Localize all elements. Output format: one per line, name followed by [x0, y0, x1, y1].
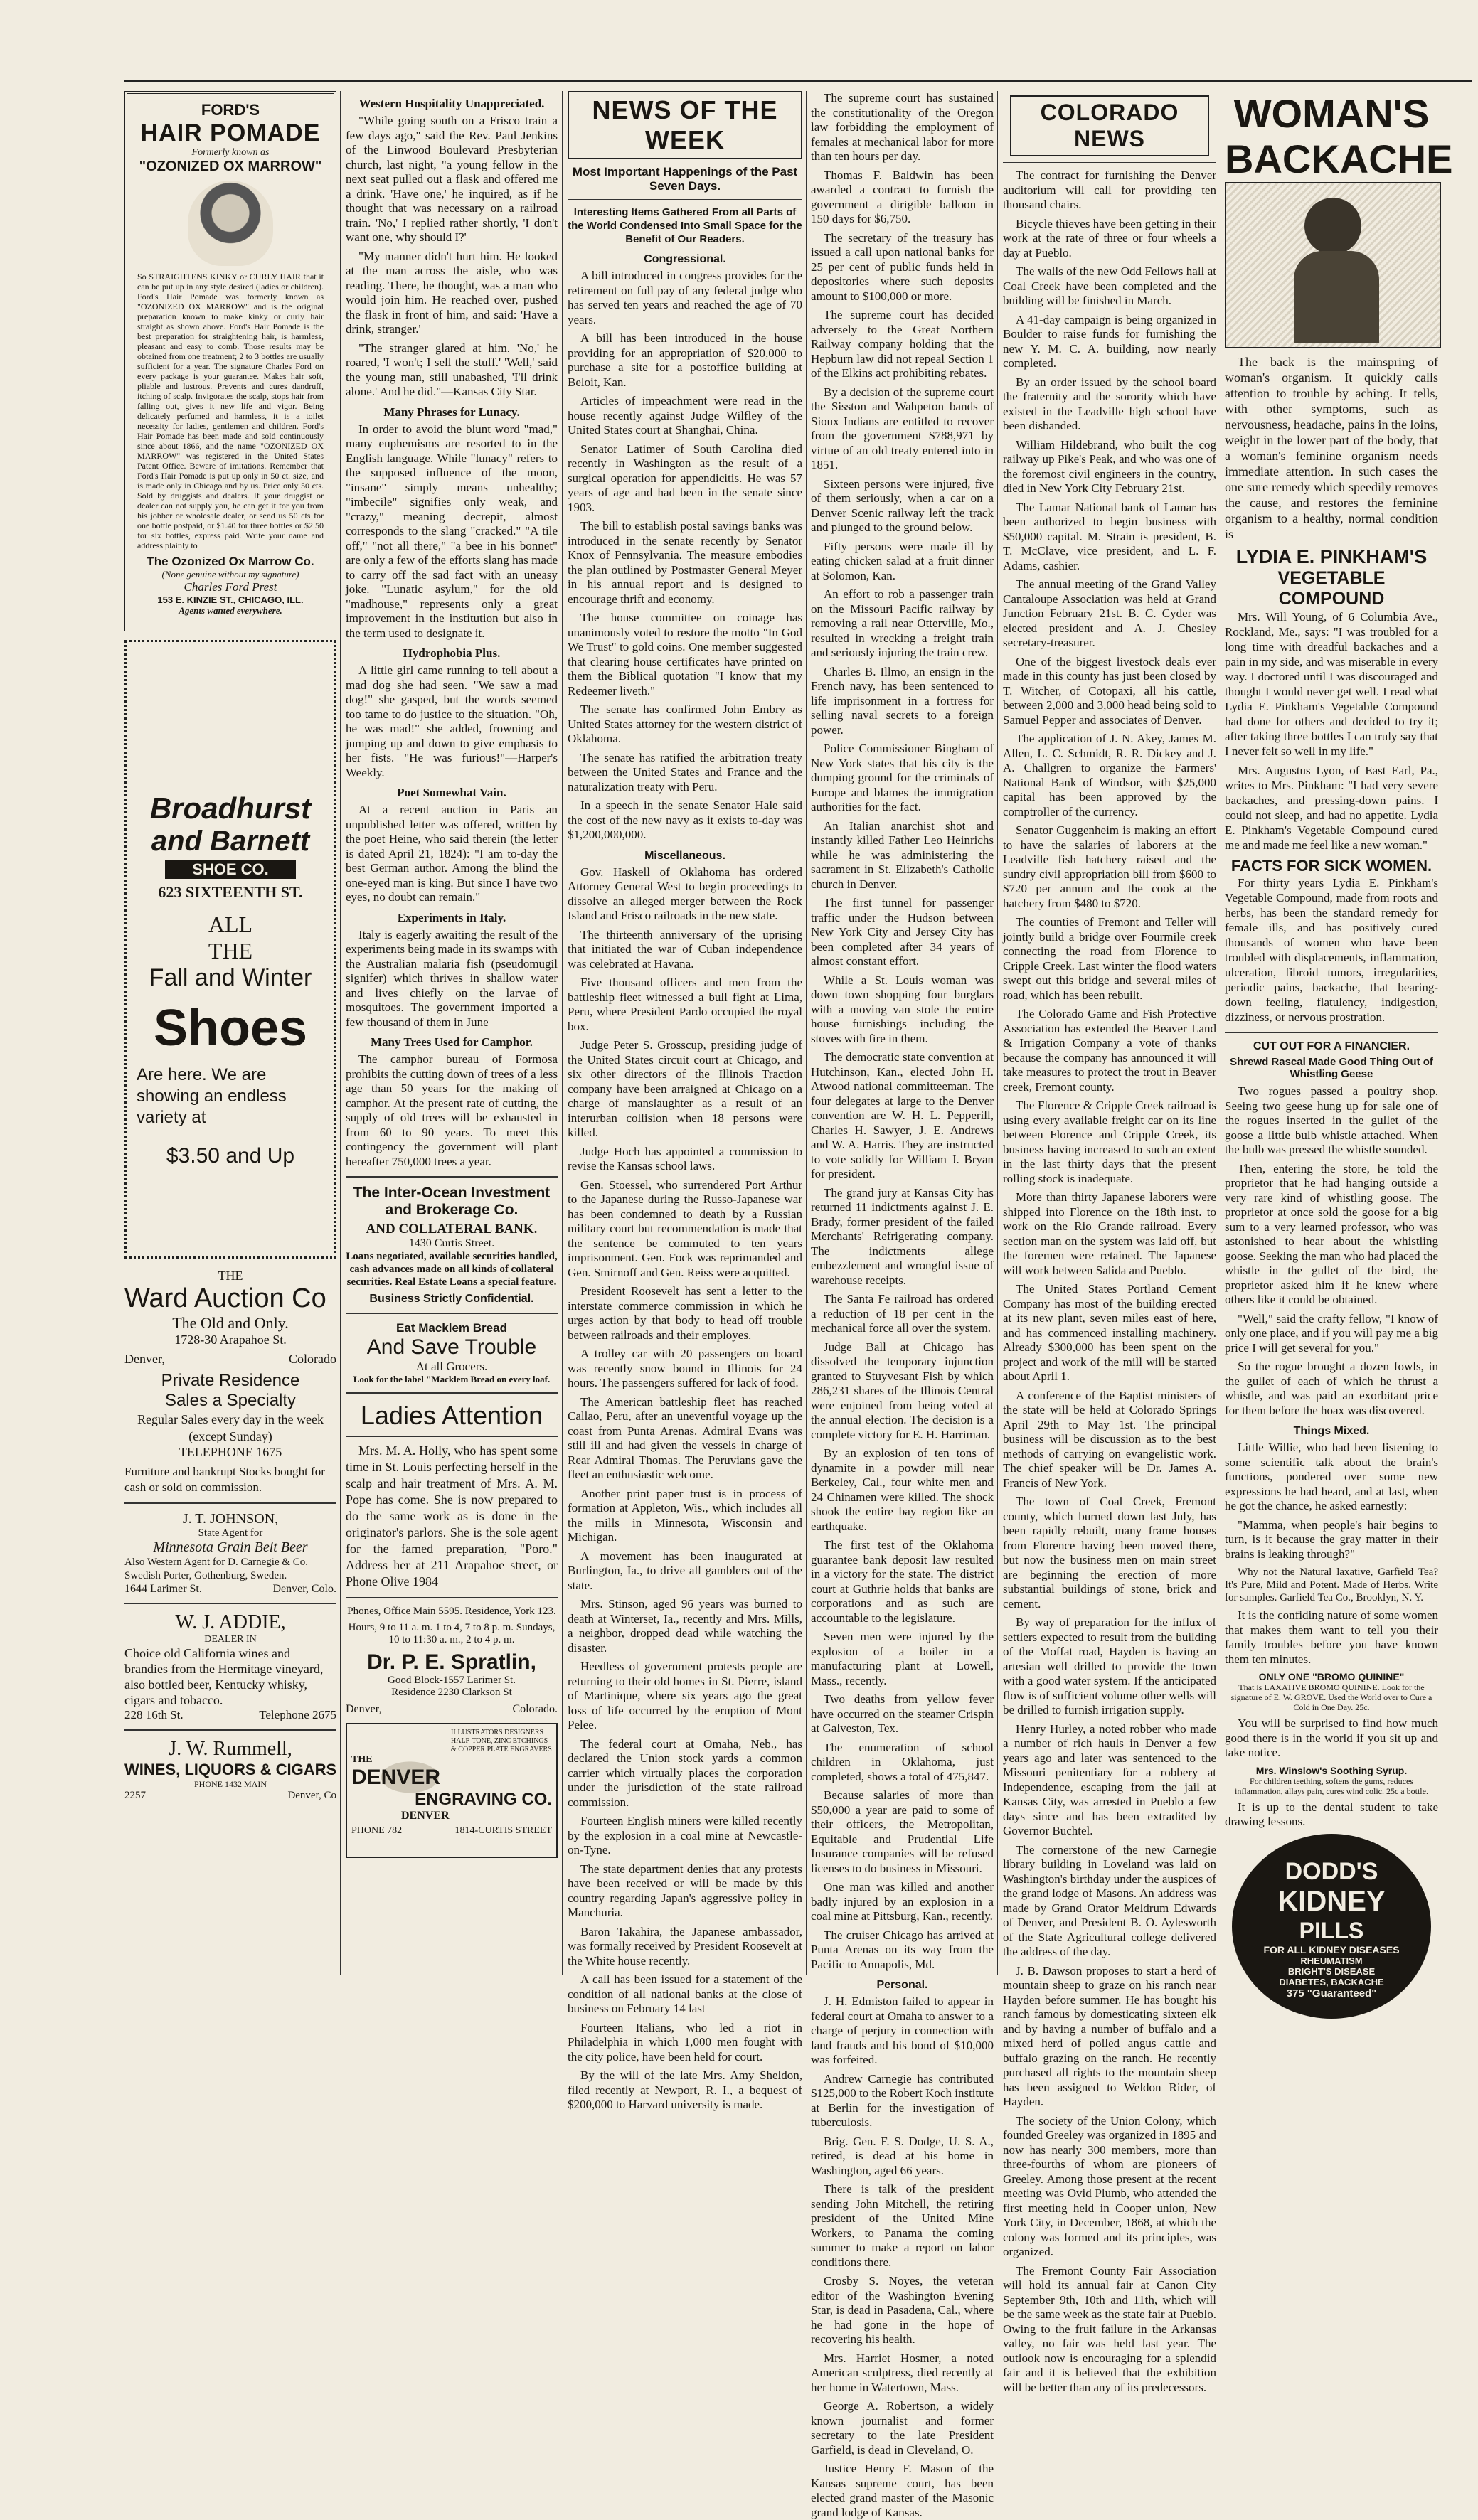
- news-p14: The democratic state convention at Hutchinson, Kan., elected John H. Atwood national committeeman. The four delegates at large to the Denver convention are W. H. L. Pepperill, Charles H. Sawyer, J. E. Andrews and W. A. Harris. They are instructed to vote solidly for William J. Bryan for president.: [811, 1050, 994, 1180]
- column-miscellany: [346, 91, 558, 1975]
- ford-company: The Ozonized Ox Marrow Co.: [147, 555, 314, 568]
- ward-the: THE: [218, 1269, 243, 1283]
- colorado-news-title: COLORADO NEWS: [1010, 95, 1209, 156]
- testimonial-2: Mrs. Augustus Lyon, of East Earl, Pa., writes to Mrs. Pinkham: "I had very severe backaches, and pressing-down pains. I could not sleep, and had no appetite. Lydia E. Pinkham's Vegetable Compound cured me and made me feel like a new woman.": [1225, 764, 1438, 852]
- bb-are-here: Are here. We are showing an endless variety at: [137, 1065, 287, 1127]
- lydia-pinkham: LYDIA E. PINKHAM'S: [1235, 546, 1428, 567]
- news-p3: The secretary of the treasury has issued a call upon national banks for 25 per cent of public funds held in depositories where such deposits amount to $100,000 or more.: [811, 230, 994, 303]
- dental-student: It is up to the dental student to take drawing lessons.: [1225, 1800, 1438, 1828]
- ward-old: The Old and Only.: [172, 1314, 289, 1332]
- engraving-denver: DENVER: [401, 1810, 450, 1822]
- backache-intro: The back is the mainspring of woman's organism. It quickly calls attention to trouble by aching. It tells, with other symptoms, such as nervousness, headache, pains in the loins, weight in the lower part of the body, that a woman's feminine organism needs immediate attention. In such cases the one sure remedy which speedily removes the cause, and restores the feminine organism to a healthy, normal condition is: [1225, 355, 1438, 541]
- news-p6: Sixteen persons were injured, five of them seriously, when a car on a Denver Scenic railway left the track and plunged to the ground below.: [811, 476, 994, 534]
- dodds-line-1: DODD'S: [1285, 1857, 1378, 1885]
- news-p18: By an explosion of ten tons of dynamite in a powder mill near Berkeley, Cal., four white men and 24 Chinamen were killed. The shock shook the entire bay region like an earthquake.: [811, 1446, 994, 1533]
- inter-ocean-body: Loans negotiated, available securities handled, cash advances made on all kinds of collateral securities. Real Estate Loans a special feature.: [346, 1251, 558, 1288]
- spratlin-colorado: Colorado.: [512, 1703, 558, 1715]
- ford-none-genuine: (None genuine without my signature): [161, 569, 299, 580]
- news-p23: Because salaries of more than $50,000 a year are paid to some of their officers, the Metropolitan, Equitable and Prudential Life Insurance companies will be refused licenses to do business in Missouri.: [811, 1788, 994, 1875]
- inter-ocean-confidential: Business Strictly Confidential.: [369, 1293, 534, 1305]
- news-p11: An Italian anarchist shot and instantly killed Father Leo Heinrichs while he was administering the sacrament in St. Elizabeth's Catholic church in Denver.: [811, 818, 994, 891]
- garfield-tea-ad: Why not the Natural laxative, Garfield Tea? It's Pure, Mild and Potent. Made of Herbs. Write for samples. Garfield Tea Co., Brooklyn, N. Y.: [1225, 1566, 1438, 1603]
- ward-phone: TELEPHONE 1675: [179, 1445, 282, 1459]
- things-mixed-p1: Little Willie, who had been listening to some scientific talk about the brain's functions, pondered over some new expressions he had heard, and at last, when he got the chance, he asked earnestly:: [1225, 1441, 1438, 1512]
- rummell-phone: PHONE 1432 MAIN: [194, 1779, 267, 1789]
- ward-sales: Sales a Specialty: [164, 1391, 297, 1410]
- news-p15: The grand jury at Kansas City has returned 11 indictments against J. E. Brady, former president of the failed Merchants' Refrigerating company. The indictments allege embezzlement and wrongful issue of warehouse receipts.: [811, 1185, 994, 1287]
- camphor-p: The camphor bureau of Formosa prohibits the cutting down of trees of a less age than 50 years for the making of camphor. At the present rate of cutting, the supply of old trees will be exhausted in from 60 to 90 years. To meet this contingency the government will plant hereafter 750,000 trees a year.: [346, 1052, 558, 1168]
- colorado-p10: The application of J. N. Akey, James M. Allen, L. C. Schmidt, R. R. Dickey and J. A. Challgren to organize the Farmers' National Bank of Windsor, with $25,000 capital has been approved by the comptroller of the currency.: [1003, 732, 1216, 818]
- misc-p10: Another print paper trust is in process of formation at Appleton, Wis., which includes all the mills in Minnesota, Wisconsin and Michigan.: [568, 1486, 802, 1544]
- rummell-address: 2257: [124, 1790, 146, 1801]
- engraving-illustrators: ILLUSTRATORS DESIGNERS HALF-TONE, ZINC ETCHINGS & COPPER PLATE ENGRAVERS: [451, 1729, 552, 1753]
- personal-p2: Andrew Carnegie has contributed $125,000 to the Robert Koch institute at Berlin for the investigation of tuberculosis.: [811, 2071, 994, 2129]
- news-p21: Two deaths from yellow fever have occurred on the steamer Crispin at Galveston, Tex.: [811, 1692, 994, 1735]
- macklem-bread-ad: [346, 1321, 558, 1385]
- dodds-line-5: RHEUMATISM: [1300, 1955, 1363, 1966]
- news-p24: One man was killed and another badly injured by an explosion in a coal mine at Pittsburg, Kan., recently.: [811, 1880, 994, 1923]
- ladies-attention-p: Mrs. M. A. Holly, who has spent some time in St. Louis perfecting herself in the scalp and hair treatment of Mrs. A. M. Pope has come. She is now prepared to do the same work as is done in the originator's parlors. She is the sole agent for the famed preparation, "Poro." Address her at 211 Arapahoe street, or Phone Olive 1984: [346, 1443, 558, 1589]
- misc-p12: Mrs. Stinson, aged 96 years was burned to death at Winterset, Ia., recently and Mrs. Mills, a neighbor, dropped dead while watching the disaster.: [568, 1597, 802, 1655]
- vegetable-compound: VEGETABLE COMPOUND: [1277, 568, 1386, 609]
- ward-name: Ward Auction Co: [124, 1283, 326, 1313]
- congress-p1: A bill introduced in congress provides for the retirement on full pay of any federal judge who has served ten years and reached the age of 70 years.: [568, 269, 802, 326]
- things-mixed-p2: "Mamma, when people's hair begins to turn, is it because the gray matter in their brains is leaking through?": [1225, 1517, 1438, 1561]
- johnson-city: Denver, Colo.: [272, 1583, 336, 1595]
- engraving-phone: PHONE 782: [351, 1825, 403, 1836]
- johnson-name: J. T. JOHNSON,: [182, 1511, 279, 1527]
- ford-body: So STRAIGHTENS KINKY or CURLY HAIR that it can be put up in any style desired (ladies or children). Ford's Hair Pomade was formerly known as "OZONIZED OX MARROW" and is the original preparation known to make kinky or curly hair straight as shown above. Ford's Hair Pomade is the best preparation for straightening hair, is harmless, pleasant and easy to comb. Those results may be obtained from one treatment; 2 to 3 bottles are usually sufficient for a year. The signature Charles Ford on every package is your guarantee. Makes hair soft, pliable and lustrous. Prevents and cures dandruff, itching of scalp. Invigorates the scalp, stops hair from falling out, gives it new life and vigor. Being delicately perfumed and harmless, it is a toilet necessity for ladies, gentlemen and children. Ford's Hair Pomade has been made and sold continuously since about 1866, and the name "OZONIZED OX MARROW" was registered in the United States Patent Office. Beware of imitations. Remember that Ford's Hair Pomade is put up only in 50 ct. size, and is made only in Chicago and by us. Price only 50 cts. Sold by druggists and dealers. If your druggist or dealer can not supply you, he can get it for you from his jobber or wholesale dealer, or send us 50 cts for one bottle postpaid, or $1.40 for three bottles or $2.50 for six bottles, express paid. Write your name and address plainly to: [137, 272, 324, 550]
- misc-p19: Fourteen Italians, who led a riot in Philadelphia in which 1,000 men fought with the city police, have been held for court.: [568, 2020, 802, 2063]
- poet-p: At a recent auction in Paris an unpublished letter was offered, written by the poet Heine, who said therein (the letter is dated April 21, 1824): "I am to-day the best German author. Among the blind the one-eyed man is king. But since I have two eyes, no doubt can remain.": [346, 803, 558, 904]
- macklem-eat: Eat Macklem Bread: [396, 1321, 507, 1335]
- macklem-save: And Save Trouble: [366, 1335, 537, 1359]
- johnson-ad: [124, 1511, 336, 1596]
- ward-furniture: Furniture and bankrupt Stocks bought for cash or sold on commission.: [124, 1465, 325, 1494]
- winslow-body: For children teething, softens the gums, reduces inflammation, allays pain, cures wind colic. 25c a bottle.: [1235, 1776, 1428, 1796]
- broadhurst-barnett-ad: [124, 640, 336, 1259]
- dodds-line-6: BRIGHT'S DISEASE: [1287, 1965, 1376, 1977]
- addie-body: Choice old California wines and brandies from the Hermitage vineyard, also bottled beer, Kentucky whisky, cigars and tobacco.: [124, 1646, 324, 1707]
- colorado-p7: The Lamar National bank of Lamar has been authorized to begin business with $50,000 capital. M. Strain is president, B. T. McClave, vice president, and L. F. Adams, cashier.: [1003, 500, 1216, 572]
- dodds-line-8: 375 "Guaranteed": [1286, 1987, 1377, 2000]
- misc-p18: A call has been issued for a statement of the condition of all national banks at the close of business on February 14 last: [568, 1972, 802, 2015]
- hospitality-title: Western Hospitality Unappreciated.: [358, 97, 545, 110]
- column-ads-right: [1225, 91, 1453, 2000]
- news-p17: Judge Ball at Chicago has dissolved the temporary injunction granted to Stuyvesant Fish by which 286,231 shares of the Illinois Central were enjoined from being voted at the annual election. The decision is a complete victory for E. H. Harriman.: [811, 1340, 994, 1441]
- colorado-p13: The Colorado Game and Fish Protective Association has extended the Beaver Land & Irrigation Company a vote of thanks because the company has announced it will take measures to protect the trout in Beaver creek, Fremont county.: [1003, 1007, 1216, 1094]
- rummell-name: J. W. Rummell,: [169, 1738, 292, 1760]
- news-p25: The cruiser Chicago has arrived at Punta Arenas on its way from the Pacific to Annapolis, Md.: [811, 1928, 994, 1971]
- testimonial-1: Mrs. Will Young, of 6 Columbia Ave., Rockland, Me., says: "I was troubled for a long time with dreadful backaches and a pain in my side, and was miserable in every way. I doctored until I was discouraged and thought I would never get well. I read what Lydia E. Pinkham's Vegetable Compound had done for others and decided to try it; after taking three bottles I can truly say that I never felt so well in my life.": [1225, 610, 1438, 758]
- financier-title: CUT OUT FOR A FINANCIER.: [1253, 1040, 1410, 1052]
- misc-p16: The state department denies that any protests have been received or will be made by this country regarding Japan's aggressive policy in Manchuria.: [568, 1862, 802, 1919]
- news-p10: Police Commissioner Bingham of New York states that his city is the dumping ground for the criminals of Europe and blames the immigration authorities for the fact.: [811, 742, 994, 813]
- addie-ad: [124, 1611, 336, 1722]
- news-p12: The first tunnel for passenger traffic under the Hudson between New York City and Jersey City has been completed after 34 years of almost constant effort.: [811, 896, 994, 968]
- confiding-women: It is the confiding nature of some women that makes them want to tell you their family troubles before you have known them ten minutes.: [1225, 1608, 1438, 1666]
- congress-p4: Senator Latimer of South Carolina died recently in Washington as the result of a surgical operation for appendicitis. He was 57 years of age and had been in the senate since 1903.: [568, 442, 802, 514]
- column-news-of-week: [568, 91, 802, 2111]
- macklem-look: Look for the label "Macklem Bread on every loaf.: [353, 1374, 551, 1384]
- column-colorado-news: [1003, 91, 1216, 2394]
- ward-private: Private Residence: [161, 1371, 300, 1390]
- addie-address: 228 16th St.: [124, 1708, 184, 1721]
- inter-ocean-address: 1430 Curtis Street.: [408, 1237, 495, 1249]
- top-rule: [124, 80, 1472, 82]
- colorado-p17: A conference of the Baptist ministers of the state will be held at Colorado Springs April 29th to May 1st. The principal business will be discussion as to the best methods of carrying on evangelistic work. The chief speaker will be Dr. James A. Francis of New York.: [1003, 1388, 1216, 1490]
- personal-p7: George A. Robertson, a widely known journalist and former secretary to the late President Garfield, is dead in Cleveland, O.: [811, 2399, 994, 2457]
- colorado-p23: The society of the Union Colony, which founded Greeley was organized in 1895 and now has nearly 300 members, more than three-fourths of whom are pioneers of Greeley. Among those present at the recent meeting was Ovid Plumb, who attended the first meeting held in Cooper union, New York City, in December, 1868, at which the colony was formed and its principles, was organized.: [1003, 2113, 1216, 2258]
- johnson-agent: State Agent for: [198, 1527, 263, 1539]
- dodds-line-3: PILLS: [1299, 1917, 1364, 1943]
- spratlin-hours: Hours, 9 to 11 a. m. 1 to 4, 7 to 8 p. m. Sundays, 10 to 11:30 a. m., 2 to 4 p. m.: [348, 1622, 555, 1645]
- lunacy-p: In order to avoid the blunt word "mad," many euphemisms are resorted to in the English language. While "lunacy" refers to the supposed influence of the moon, "insane" simply means unhealthy; "imbecile" signifies only weak, and "crazy," meaning decrepit, almost corresponds to the slang "cracked." "A tile off," "not all there," "a bee in his bonnet" are only a few of the efforts slang has made to carry off the sad fact with an uneasy joke. "Lunatic asylum," for the old "madhouse," represents only a great improvement in the institution but also in the term used to designate it.: [346, 422, 558, 640]
- surprised-good: You will be surprised to find how much good there is in the world if you sit up and take notice.: [1225, 1717, 1438, 1759]
- woman-portrait-icon: [188, 181, 273, 266]
- bromo-title: ONLY ONE "BROMO QUININE": [1258, 1671, 1405, 1682]
- ward-address: 1728-30 Arapahoe St.: [174, 1333, 287, 1347]
- hydrophobia-p: A little girl came running to tell about a mad dog she had seen. "We saw a mad dog!" she gasped, but the words seemed too tame to do justice to the situation. "Oh, he was mad!" she added, frowning and jumping up and down to give emphasis to her fists. "He was furious!"—Harper's Weekly.: [346, 663, 558, 779]
- camphor-title: Many Trees Used for Camphor.: [370, 1035, 533, 1049]
- bb-price: $3.50 and Up: [166, 1144, 295, 1168]
- colorado-p9: One of the biggest livestock deals ever made in this county has just been closed by T. Witcher, of Cotopaxi, all his cattle, between 2,000 and 3,000 head being sold to Samuel Pepper and associates of Denver.: [1003, 654, 1216, 727]
- bb-name-1: Broadhurst: [149, 791, 312, 825]
- colorado-p3: The walls of the new Odd Fellows hall at Coal Creek have been completed and the building will be finished in March.: [1003, 265, 1216, 307]
- ford-signature: Charles Ford Prest: [184, 580, 277, 594]
- news-p13: While a St. Louis woman was down town shopping four burglars with a moving van stole the entire house furnishings including the stoves with fire in them.: [811, 973, 994, 1045]
- news-p8: An effort to rob a passenger train on the Missouri Pacific railway by removing a rail near Otterville, Mo., resulted in wrecking a freight train and seriously injuring the train crew.: [811, 587, 994, 659]
- dodds-line-4: FOR ALL KIDNEY DISEASES: [1263, 1943, 1400, 1955]
- news-p19: The first test of the Oklahoma guarantee bank deposit law resulted in a victory for the state. The district court at Guthrie holds that banks are corporations and as such are accountable to the legislature.: [811, 1538, 994, 1625]
- colorado-p4: A 41-day campaign is being organized in Boulder to raise funds for furnishing the new Y. M. C. A. building, now nearly completed.: [1003, 312, 1216, 370]
- financier-p4: So the rogue brought a dozen fowls, in the gullet of each of which he thrust a whistle, and was paid an exorbitant price for them before the hoax was discovered.: [1225, 1360, 1438, 1417]
- congress-p5: The bill to establish postal savings banks was introduced in the senate recently by Senator Knox of Pennsylvania. The measure embodies the plan outlined by Postmaster General Meyer in his annual report and is designed to encourage thrift and economy.: [568, 519, 802, 606]
- personal-p8: Justice Henry F. Mason of the Kansas supreme court, has been elected grand master of the Masonic grand lodge of Kansas.: [811, 2462, 994, 2519]
- column-ads-left: [124, 91, 336, 1975]
- lunacy-title: Many Phrases for Lunacy.: [383, 405, 520, 419]
- denver-engraving-ad: [346, 1723, 558, 1858]
- colorado-p11: Senator Guggenheim is making an effort to have the salaries of laborers at the Leadville fish hatchery raised and the sundry civil appropriation bill from $600 to $720 per annum and the cook at the hatchery from $480 to $720.: [1003, 823, 1216, 910]
- financier-p3: "Well," said the crafty fellow, "I know of only one place, and if you will pay me a big price I will get several for you.": [1225, 1311, 1438, 1355]
- personal-p3: Brig. Gen. F. S. Dodge, U. S. A., retired, is dead at his home in Washington, aged 66 years.: [811, 2134, 994, 2177]
- congress-p6: The house committee on coinage has unanimously voted to restore the motto "In God We Trust" to gold coins. One member suggested that clearing house certificates have printed on them the Biblical quotation "I know that my Redeemer liveth.": [568, 611, 802, 698]
- colorado-p14: The Florence & Cripple Creek railroad is using every available freight car on its line between Florence and Cripple Creek, its business having increased to such an extent in the last thirty days that the present rolling stock is inadequate.: [1003, 1099, 1216, 1185]
- congressional-heading: Congressional.: [644, 253, 726, 265]
- bb-shoe-co: SHOE CO.: [165, 860, 296, 879]
- personal-p4: There is talk of the president sending John Mitchell, the retiring president of the United Mine Workers, to Panama the coming summer to make a report on labor conditions there.: [811, 2182, 994, 2269]
- financier-subtitle: Shrewd Rascal Made Good Thing Out of Whistling Geese: [1230, 1056, 1433, 1080]
- ward-colorado: Colorado: [289, 1352, 336, 1366]
- spratlin-residence: Residence 2230 Clarkson St: [391, 1687, 512, 1698]
- colorado-p24: The Fremont County Fair Association will hold its annual fair at Canon City September 9th, 10th and 11th, which will be the same week as the state fair at Pueblo. Owing to the fruit failure in the Arkansas valley, no fair was held last year. The outlook now is encouraging for a splendid fair and it is believed that the exhibition will be better than any of its predecessors.: [1003, 2263, 1216, 2394]
- ladies-attention-title: Ladies Attention: [360, 1401, 543, 1430]
- congress-p2: A bill has been introduced in the house providing for an appropriation of $20,000 to purchase a site for a postoffice building at Beloit, Kan.: [568, 331, 802, 389]
- colorado-p20: Henry Hurley, a noted robber who made a number of rich hauls in Denver a few years ago and later was sentenced to the Missouri penitentiary for a robbery at Independence, escaping from the jail at Kansas City, was arrested in Pueblo a few days since and has been extradited by Governor Buchtel.: [1003, 1721, 1216, 1837]
- backache-title-2: BACKACHE: [1225, 137, 1453, 181]
- bb-all: ALL: [208, 912, 253, 937]
- news-p5: By a decision of the supreme court the Sisston and Wahpeton bands of Sioux Indians are entitled to recover from the government $788,971 by virtue of an old treaty entered into in 1851.: [811, 385, 994, 471]
- facts-body: For thirty years Lydia E. Pinkham's Vegetable Compound, made from roots and herbs, has been the standard remedy for female ills, and has positively cured thousands of women who have been troubled with displacements, inflammation, ulceration, fibroid tumors, irregularities, periodic pains, backache, that bearing-down feeling, flatulency, indigestion, dizziness, or nervous prostration.: [1225, 876, 1438, 1024]
- misc-p4: Judge Peter S. Grosscup, presiding judge of the United States circuit court at Chicago, and six other directors of the Illinois Traction company have been arraigned at Chicago on a charge of manslaughter as a result of an interurban collision when 18 persons were killed.: [568, 1038, 802, 1139]
- winslow-title: Mrs. Winslow's Soothing Syrup.: [1255, 1764, 1408, 1776]
- miscellaneous-heading: Miscellaneous.: [644, 849, 725, 862]
- spratlin-ad: [346, 1606, 558, 1716]
- news-p20: Seven men were injured by the explosion of a boiler in a manufacturing plant at Lowell, Mass., recently.: [811, 1630, 994, 1687]
- personal-heading: Personal.: [876, 1979, 928, 1991]
- misc-p14: The federal court at Omaha, Neb., has declared the Union stock yards a common carrier which virtually places the corporation under the jurisdiction of the state railroad commission.: [568, 1736, 802, 1809]
- colorado-p12: The counties of Fremont and Teller will jointly build a bridge over Fourmile creek connecting the road from Florence to Cripple Creek. Last winter the flood waters swept out this bridge and several miles of road, which has been rebuilt.: [1003, 915, 1216, 1002]
- colorado-p21: The cornerstone of the new Carnegie library building in Loveland was laid on Washington's birthday under the auspices of the grand lodge of Masons. An address was made by Grand Orator Meldrum Edwards of Denver, and President B. O. Aylesworth of the State Agricultural college delivered the address of the day.: [1003, 1842, 1216, 1958]
- dodds-kidney-pills-ad: [1232, 1834, 1431, 2019]
- misc-p1: Gov. Haskell of Oklahoma has ordered Attorney General West to begin proceedings to dissolve an alleged merger between the Rock Island and Frisco railroads in the new state.: [568, 865, 802, 922]
- news-deck: Interesting Items Gathered From all Parts of the World Condensed Into Small Space for the Benefit of Our Readers.: [568, 206, 802, 245]
- rummell-city: Denver, Co: [287, 1790, 336, 1801]
- johnson-address: 1644 Larimer St.: [124, 1583, 202, 1595]
- news-p16: The Santa Fe railroad has ordered a reduction of 18 per cent in the mechanical force all over the system.: [811, 1292, 994, 1335]
- ford-formerly: Formerly known as: [191, 147, 270, 158]
- facts-heading: FACTS FOR SICK WOMEN.: [1230, 857, 1432, 875]
- colorado-p19: By way of preparation for the influx of settlers expected to result from the building of the Moffat road, Hayden is having an artesian well drilled to provide the town with a good water system. If the anticipated flow is of sufficient volume other wells will be drilled to furnish irrigation supply.: [1003, 1616, 1216, 1717]
- misc-p3: Five thousand officers and men from the battleship fleet witnessed a bull fight at Lima, Peru, where President Pardo occupied the royal box.: [568, 976, 802, 1033]
- hospitality-p3: "The stranger glared at him. 'No,' he roared, 'I won't; I sell the stuff.' 'Well,' said the young man, still unabashed, 'I'll drink alone.' And he did."—Kansas City Star.: [346, 341, 558, 398]
- misc-p15: Fourteen English miners were killed recently by the explosion in a coal mine at Newcastle-on-Tyne.: [568, 1814, 802, 1857]
- congress-p7: The senate has confirmed John Embry as United States attorney for the western district of Oklahoma.: [568, 703, 802, 745]
- italy-p: Italy is eagerly awaiting the result of the experiments being made in its swamps with the Australian malaria fish (pseudomugil signifer) which thrives in shallow water and lives chiefly on the larvae of mosquitoes. The government imported a few thousand of them in June: [346, 927, 558, 1029]
- hydrophobia-title: Hydrophobia Plus.: [403, 646, 501, 660]
- ford-title: HAIR POMADE: [140, 119, 321, 146]
- colorado-p8: The annual meeting of the Grand Valley Cantaloupe Association was held at Grand Junction February 21st. B. C. Cyder was elected president and A. J. Chesley secretary-treasurer.: [1003, 577, 1216, 649]
- personal-p1: J. H. Edmiston failed to appear in federal court at Omaha to answer to a charge of perjury in connection with land frauds and his bond of $10,000 was forfeited.: [811, 1995, 994, 2066]
- misc-p8: A trolley car with 20 passengers on board was recently snow bound in Illinois for 24 hours. The passengers suffered for lack of food.: [568, 1347, 802, 1389]
- dodds-line-7: DIABETES, BACKACHE: [1279, 1976, 1384, 1987]
- misc-p6: Gen. Stoessel, who surrendered Port Arthur to the Japanese during the Russo-Japanese war has been condemned to death by a Russian military court but recommendation is made that the sentence be commuted to ten years imprisonment. Gen. Fock was reprimanded and Gen. Smirnoff and Gen. Reiss were acquitted.: [568, 1178, 802, 1279]
- personal-p5: Crosby S. Noyes, the veteran editor of the Washington Evening Star, is dead in Pasadena, Cal., where he had gone in the hope of recovering his health.: [811, 2274, 994, 2346]
- column-rule: [806, 91, 807, 1975]
- misc-p5: Judge Hoch has appointed a commission to revise the Kansas school laws.: [568, 1144, 802, 1173]
- spratlin-denver: Denver,: [346, 1703, 382, 1715]
- news-subtitle: Most Important Happenings of the Past Seven Days.: [572, 165, 798, 193]
- news-p2: Thomas F. Baldwin has been awarded a contract to furnish the government a dirigible balloon in 150 days for $6,750.: [811, 168, 994, 225]
- engraving-street: 1814-CURTIS STREET: [454, 1825, 552, 1836]
- backache-title-1: WOMAN'S: [1233, 91, 1430, 136]
- news-p4: The supreme court has decided adversely to the Great Northern Railway company holding that the Hepburn law did not repeal Section 1 of the Elkins act prohibiting rebates.: [811, 308, 994, 380]
- news-of-week-title: NEWS OF THE WEEK: [568, 91, 802, 159]
- colorado-p16: The United States Portland Cement Company has most of the building erected at its new plant, seven miles east of here, and has commenced installing machinery. Already $300,000 has been spent on the project and work of the mill will be started about April 1.: [1003, 1282, 1216, 1383]
- personal-p6: Mrs. Harriet Hosmer, a noted American sculptress, died recently at her home in Watertown, Mass.: [811, 2351, 994, 2394]
- inter-ocean-bank: AND COLLATERAL BANK.: [366, 1222, 538, 1237]
- rummell-goods: WINES, LIQUORS & CIGARS: [124, 1761, 337, 1778]
- rummell-ad: [124, 1738, 336, 1802]
- bb-fall-winter: Fall and Winter: [149, 964, 312, 991]
- misc-p2: The thirteenth anniversary of the uprising that initiated the war of Cuban independence was celebrated at Havana.: [568, 927, 802, 971]
- column-news-continued: [811, 91, 994, 2519]
- column-rule: [562, 91, 563, 1975]
- colorado-p18: The town of Coal Creek, Fremont county, which burned down last July, has been rapidly rebuilt, many frame houses from Florence having been moved there, but now the business men on main street are beginning the erection of more substantial buildings of stone, brick and cement.: [1003, 1495, 1216, 1611]
- poet-title: Poet Somewhat Vain.: [397, 786, 506, 799]
- inter-ocean-title: The Inter-Ocean Investment and Brokerage Co.: [353, 1185, 551, 1218]
- ford-small-title: FORD'S: [201, 101, 260, 119]
- ward-auction-ad: [124, 1269, 336, 1495]
- woman-illustration-icon: [1225, 182, 1441, 348]
- addie-name: W. J. ADDIE,: [175, 1611, 286, 1633]
- engraving-name-1: DENVER: [351, 1766, 441, 1789]
- johnson-beer: Minnesota Grain Belt Beer: [153, 1539, 308, 1555]
- congress-p3: Articles of impeachment were read in the house recently against Judge Wilfley of the United States court at Shanghai, China.: [568, 394, 802, 437]
- misc-p7: President Roosevelt has sent a letter to the interstate commerce commission in which he urges action by that body to head off trouble between railroads and their employes.: [568, 1284, 802, 1342]
- bb-name-2: and Barnett: [151, 826, 310, 857]
- engraving-name-2: ENGRAVING CO.: [415, 1790, 552, 1809]
- news-p9: Charles B. Illmo, an ensign in the French navy, has been sentenced to life imprisonment in a fortress for selling naval secrets to a foreign power.: [811, 664, 994, 737]
- colorado-p15: More than thirty Japanese laborers were shipped into Florence on the 18th inst. to work on the Rio Grande railroad. Every section man on the system was laid off, but the foremen were retained. The Japanese will work between Salida and Pueblo.: [1003, 1190, 1216, 1277]
- misc-p9: The American battleship fleet has reached Callao, Peru, after an uneventful voyage up the coast from Punta Arenas. Admiral Evans was still ill and had given the vessels in charge of Rear Admiral Thomas. The Peruvians gave the fleet an enthusiastic welcome.: [568, 1394, 802, 1481]
- engraving-the: THE: [351, 1754, 373, 1765]
- ward-regular: Regular Sales every day in the week (except Sunday): [137, 1412, 324, 1443]
- spratlin-name: Dr. P. E. Spratlin,: [367, 1650, 536, 1674]
- hospitality-p2: "My manner didn't hurt him. He looked at the man across the aisle, who was reading. There, he thought, was a man who would join him. He reached over, pushed the flask in front of him, and said: 'Have a drink, stranger.': [346, 249, 558, 336]
- macklem-grocers: At all Grocers.: [415, 1360, 488, 1373]
- ford-hair-pomade-ad: [124, 91, 336, 631]
- hospitality-p1: "While going south on a Frisco train a few days ago," said the Rev. Paul Jenkins of the Linwood Boulevard Presbyterian church, last night, "a young fellow in the next seat pulled out a flask and offered me a drink. 'Have one,' he inquired, as if he thought that was necessary on a railroad train. 'No,' I replied rather shortly, 'I don't want one, why should I?': [346, 114, 558, 244]
- news-p22: The enumeration of school children in Oklahoma, just completed, shows a total of 475,847.: [811, 1740, 994, 1783]
- bb-the: THE: [208, 938, 253, 963]
- addie-dealer: DEALER IN: [204, 1634, 257, 1645]
- spratlin-block: Good Block-1557 Larimer St.: [388, 1675, 516, 1686]
- italy-title: Experiments in Italy.: [397, 910, 506, 924]
- financier-p2: Then, entering the store, he told the proprietor that he had hanging outside a very rare kind of whistling goose. The proprietor at once sold the goose for a big sum to a very learned professor, who was astonished to hear about the whistling goose. Seeking the man who had placed the whistle in the gullet of the bird, the proprietor asked him if he knew where others like it could be obtained.: [1225, 1161, 1438, 1306]
- inter-ocean-ad: [346, 1185, 558, 1306]
- colorado-p2: Bicycle thieves have been getting in their work at the rate of three or four wheels a day at Pueblo.: [1003, 216, 1216, 260]
- colorado-p5: By an order issued by the school board the fraternity and the sorority which have existed in the Leadville high school have been disbanded.: [1003, 375, 1216, 432]
- congress-p9: In a speech in the senate Senator Hale said the cost of the new navy as it exists to-day was $1,200,000,000.: [568, 799, 802, 841]
- johnson-western: Also Western Agent for D. Carnegie & Co. Swedish Porter, Gothenburg, Sweden.: [124, 1557, 309, 1581]
- colorado-p1: The contract for furnishing the Denver auditorium will call for providing ten thousand chairs.: [1003, 169, 1216, 211]
- congress-p8: The senate has ratified the arbitration treaty between the United States and France and the naturalization treaty with Peru.: [568, 750, 802, 794]
- bb-shoes: Shoes: [153, 1000, 308, 1057]
- news-p7: Fifty persons were made ill by eating chicken salad at a fruit dinner at Solomon, Kan.: [811, 539, 994, 582]
- colorado-p6: William Hildebrand, who built the cog railway up Pike's Peak, and who was one of the foremost civil engineers in the country, died in New York City February 21st.: [1003, 437, 1216, 495]
- misc-p13: Heedless of government protests people are returning to their old homes in St. Pierre, island of Martinique, where six years ago the great loss of life occurred by the eruption of Mont Pelee.: [568, 1660, 802, 1731]
- misc-p11: A movement has been inaugurated at Burlington, Ia., to drive all gamblers out of the state.: [568, 1549, 802, 1592]
- addie-telephone: Telephone 2675: [259, 1708, 336, 1721]
- column-rule: [340, 91, 341, 1975]
- ward-denver: Denver,: [124, 1352, 165, 1366]
- things-mixed-title: Things Mixed.: [1293, 1425, 1370, 1437]
- ford-ox-marrow: "OZONIZED OX MARROW": [139, 159, 322, 174]
- dodds-line-2: KIDNEY: [1277, 1885, 1386, 1917]
- bb-street: 623 SIXTEENTH ST.: [158, 883, 303, 901]
- column-rule: [997, 91, 998, 1975]
- financier-p1: Two rogues passed a poultry shop. Seeing two geese hung up for sale one of the rogues inserted in the gullet of the goose a little bulb whistle attached. When the bulb was pressed the whistle sounded.: [1225, 1084, 1438, 1156]
- bromo-body: That is LAXATIVE BROMO QUININE. Look for the signature of E. W. GROVE. Used the World over to Cure a Cold in One Day. 25c.: [1230, 1682, 1432, 1712]
- misc-p20: By the will of the late Mrs. Amy Sheldon, filed recently at Newport, R. I., a bequest of $200,000 to Harvard university is made.: [568, 2068, 802, 2111]
- ford-address: 153 E. KINZIE ST., CHICAGO, ILL.: [157, 594, 304, 605]
- spratlin-phones: Phones, Office Main 5595. Residence, York 123.: [347, 1606, 556, 1617]
- misc-p17: Baron Takahira, the Japanese ambassador, was formally received by President Roosevelt at the White house recently.: [568, 1924, 802, 1968]
- news-p1: The supreme court has sustained the constitutionality of the Oregon law forbidding the employment of females at mechanical labor for more than ten hours per day.: [811, 91, 994, 163]
- colorado-p22: J. B. Dawson proposes to start a herd of mountain sheep to graze on his ranch near Hayden before summer. He has bought his ranch famous by domesticating sixteen elk and by having a number of buffalo and a mixed herd of polled angus cattle and buffalo grazing on the ranch. He recently purchased all rights to the mountain sheep has been assigned to Weldon Rider, of Hayden.: [1003, 1963, 1216, 2108]
- ford-agents: Agents wanted everywhere.: [179, 605, 282, 616]
